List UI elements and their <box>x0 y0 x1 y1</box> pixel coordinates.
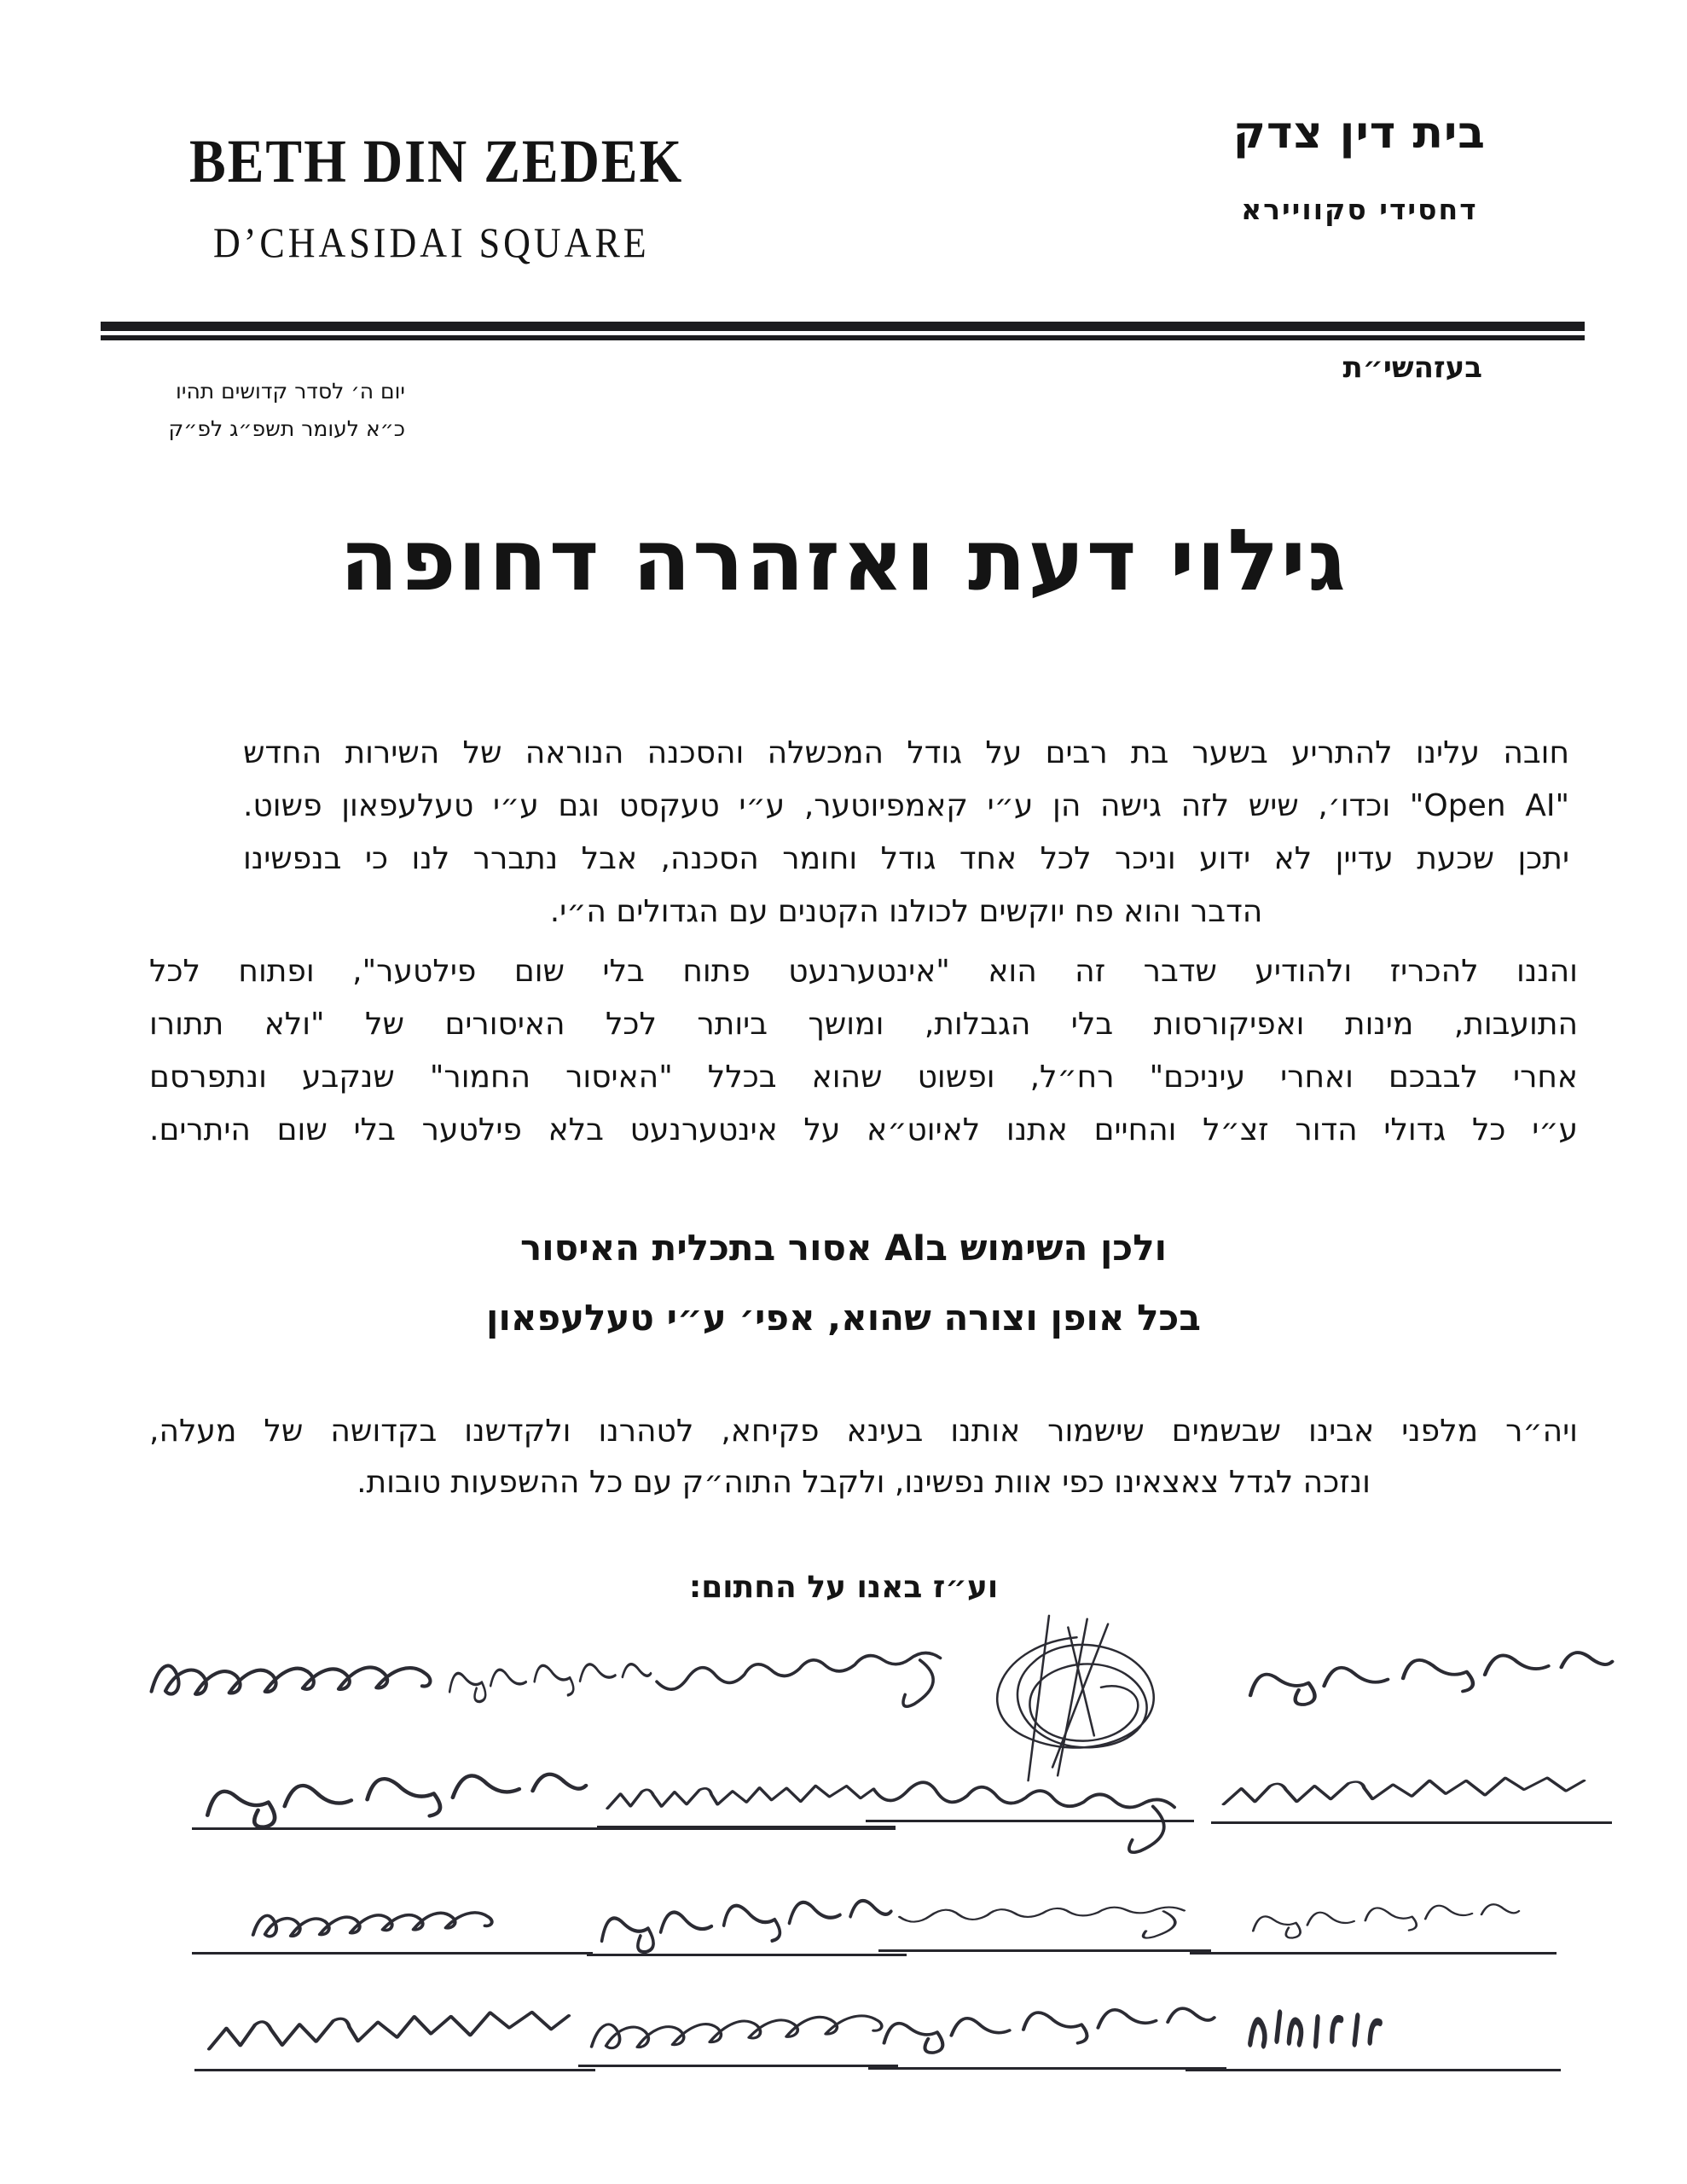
signature-10 <box>1244 1882 1528 1956</box>
signature-9 <box>194 1739 599 1857</box>
paragraph-line: ונזכה לגדל צאצאינו כפי אוות נפשינו, ולקבל התוה״ק עם כל ההשפעות טובות. <box>357 1465 1371 1500</box>
signature-13 <box>246 1883 504 1956</box>
paragraph-line: התועבות, מינות ואפיקורסות בלי הגבלות, ומושך ביותר לכל האיסורים של "ולא תתורו <box>149 1007 1578 1042</box>
paragraph-line: אחרי לבבכם ואחרי עיניכם" רח״ל, ופשוט שהוא בכלל "האיסור החמור" שנקבע ונתפרסם <box>149 1060 1578 1095</box>
signature-14 <box>1241 1992 1394 2065</box>
paragraph-line: הדבר והוא פח יוקשים לכולנו הקטנים עם הגדולים ה״י. <box>549 894 1263 929</box>
signature-12 <box>590 1867 903 1982</box>
ruling-line-2: בכל אופן וצורה שהוא, אפי׳ ע״י טעלעפאון <box>486 1297 1201 1339</box>
paragraph-line: והננו להכריז ולהודיע שדבר זה הוא "אינטערנעט פתוח בלי שום פילטער", ופתוח לכל <box>149 954 1578 989</box>
paragraph-line: "Open AI" וכדו׳, שיש לזה גישה הן ע״י קאמפיוטער, ע״י טעקסט וגם ע״י טעלעפאון פשוט. <box>243 788 1570 823</box>
org-subname-english: D’CHASIDAI SQUARE <box>213 219 650 266</box>
signature-underline <box>1190 1952 1557 1955</box>
signatories-intro-line: וע״ז באנו על החתום: <box>688 1570 999 1605</box>
org-name-english: BETH DIN ZEDEK <box>189 127 684 195</box>
signature-underline <box>192 1952 593 1955</box>
signature-3 <box>648 1606 965 1740</box>
org-subname-hebrew: דחסידי סקוויירא <box>1241 193 1478 226</box>
paragraph-line: יתכן שכעת עדיין לא ידוע וניכר לכל אחד גודל וחומר הסכנה, אבל נתברר לנו כי בנפשינו <box>243 841 1569 876</box>
proclamation-title: גילוי דעת ואזהרה דחופה <box>339 510 1348 610</box>
signature-11 <box>895 1880 1203 1951</box>
signature-underline <box>192 1827 601 1830</box>
paragraph-line: ע״י כל גדולי הדור זצ״ל והחיים אתנו לאיוט״א על אינטערנעט בלא פילטער בלי שום היתרים. <box>149 1112 1578 1147</box>
hebrew-date-line-2: כ״א לעומר תשפ״ג לפ״ק <box>168 416 405 441</box>
signature-4 <box>442 1637 658 1725</box>
signature-7 <box>868 1743 1196 1861</box>
paragraph-line: חובה עלינו להתריע בשער בת רבים על גודל המכשלה והסכנה הנוראה של השירות החדש <box>243 735 1569 770</box>
signature-underline <box>1211 1821 1612 1824</box>
hebrew-date-line-1: יום ה׳ לסדר קדושים תהיו <box>176 379 405 404</box>
signature-5 <box>143 1629 444 1720</box>
signature-8 <box>600 1765 892 1827</box>
signature-underline <box>578 2065 898 2067</box>
signature-16 <box>583 1981 898 2071</box>
signature-underline <box>878 1949 1211 1952</box>
signature-15 <box>872 1978 1226 2077</box>
signature-1 <box>1237 1620 1626 1732</box>
signature-6 <box>1215 1755 1609 1824</box>
bezras-hashem-line: בעזהשי״ת <box>1342 351 1482 385</box>
signature-underline <box>866 1820 1194 1822</box>
signature-underline <box>868 2067 1226 2070</box>
org-name-hebrew: בית דין צדק <box>1232 107 1486 159</box>
signature-underline <box>194 2069 595 2071</box>
signature-17 <box>199 1982 594 2075</box>
signature-underline <box>587 1954 907 1956</box>
ruling-line-1: ולכן השימוש בAI אסור בתכלית האיסור <box>519 1227 1168 1269</box>
signature-underline <box>1186 2069 1561 2071</box>
paragraph-line: ויה״ר מלפני אבינו שבשמים שישמור אותנו בעינא פקיחא, לטהרנו ולקדשנו בקדושה של מעלה, <box>149 1414 1578 1449</box>
signature-underline <box>597 1826 896 1830</box>
